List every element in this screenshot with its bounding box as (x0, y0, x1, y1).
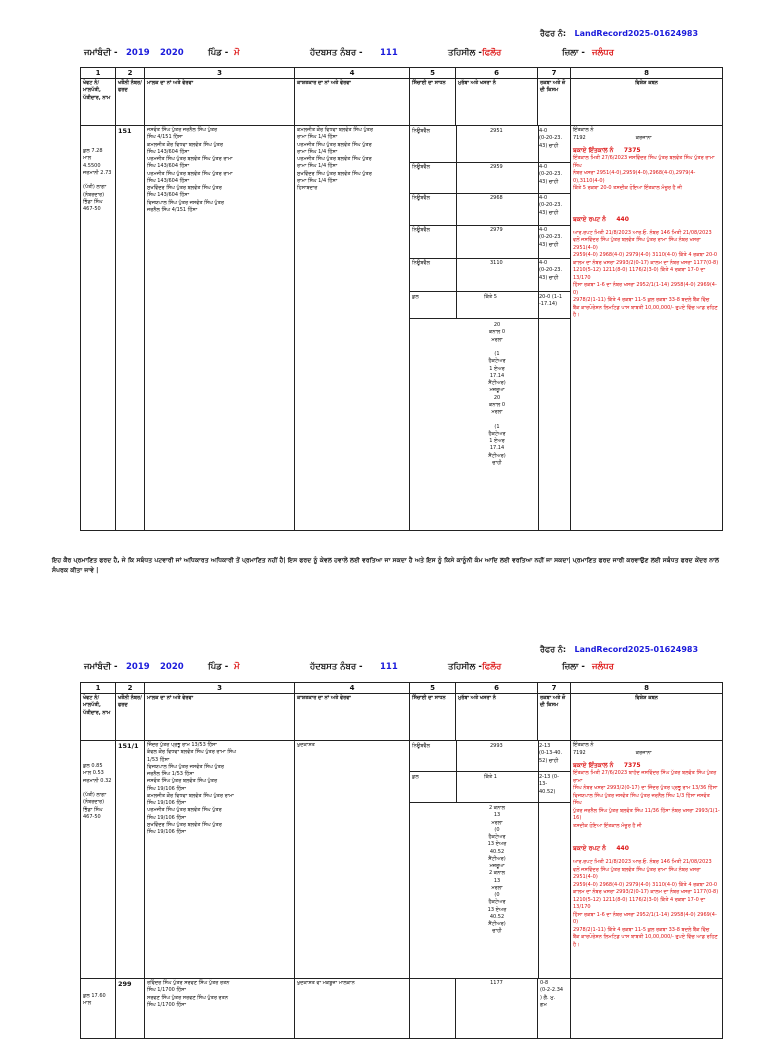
header-area: ਰਕਬਾ ਅਤੇ ਜ਼ੋ ਦੀ ਕਿਸਮ (538, 694, 571, 741)
cultivator-cell: ਖੁਦਕਾਸ਼ਤ ਵਾ ਮਕਬੂਜ਼ਾ ਮਾਲਕਾਨ (295, 979, 410, 1039)
hadbast-value: 111 (380, 662, 398, 672)
reference-value: LandRecord2025-01624983 (574, 645, 699, 654)
owner-line: ਜਰਨੈਲ ਸਿੰਘ 4/151 ਹਿੱਸਾ (147, 206, 198, 213)
owner-line: 1/53 ਹਿੱਸਾ (147, 756, 170, 763)
remarks-cell (571, 126, 723, 531)
khasra-block (410, 741, 571, 979)
reference-number (540, 645, 698, 655)
cultivator-line: ਹਿਸਾਬਦਾਰ (297, 185, 318, 192)
jamabandi-year-start: 2019 (126, 48, 150, 58)
district-label: ਜ਼ਿਲਾ - (562, 48, 585, 58)
owner-line: ਪਰਮਜੀਤ ਸਿੰਘ ਪੁੱਤਰ ਬਲਵੰਤ ਸਿੰਘ ਪੁੱਤਰ ਰਾਮਾ (147, 156, 233, 163)
header-remarks: ਵਿਸ਼ੇਸ਼ ਕਥਨ (571, 79, 723, 126)
col-number: 5 (410, 683, 456, 694)
khewat-line: 4.5500 (83, 162, 101, 169)
col-number: 6 (456, 683, 538, 694)
owner-line: ਕਮਲਜੀਤ ਕੌਰ ਵਿਧਵਾ ਬਲਵੰਤ ਸਿੰਘ ਪੁੱਤਰ ਰਾਮਾ (147, 792, 234, 799)
jamabandi-table-2 (80, 682, 723, 1039)
pind-value: ਮੌ (234, 48, 240, 58)
owner-line: ਸਿੰਘ 19/106 ਹਿੱਸਾ (147, 829, 186, 836)
owner-line: ਰਵਿੰਦਰ ਸਿੰਘ ਪੁੱਤਰ ਸਰਵਣ ਸਿੰਘ ਪੁੱਤਰ ਰਤਨ (147, 980, 230, 987)
khatauni-number: 299 (116, 979, 145, 1039)
owner-line: ਜਿੰਦਰ ਪੁੱਤਰ ਪ੍ਰਭੂ ਰਾਮ 13/53 ਹਿੱਸਾ (147, 742, 217, 749)
remarks-cell (571, 979, 723, 1039)
owner-line: ਸਿੰਘ 1/1700 ਹਿੱਸਾ (147, 1001, 186, 1008)
col-number: 2 (116, 68, 145, 79)
total-label: ਕੁਲ (412, 294, 419, 301)
col-number: 7 (538, 683, 571, 694)
owner-line: ਕਮਲਜੀਤ ਕੌਰ ਵਿਧਵਾ ਬਲਵੰਤ ਸਿੰਘ ਪੁੱਤਰ (147, 141, 223, 148)
irrigation-source: ਨਿਊਬਵੈੱਲ (412, 260, 430, 267)
owner-line: ਕੰਵਲ ਕੌਰ ਵਿਧਵਾ ਬਲਵੰਤ ਸਿੰਘ ਪੁੱਤਰ ਰਾਮਾ ਸਿੰਘ (147, 749, 236, 756)
khasra-area: 4-0 (0-20-23. 43) ਚਾਹੀ (539, 260, 563, 281)
khewat-line: ਕੁਲ 7.28 (83, 148, 103, 155)
area-summary: 2 ਕਨਾਲ 13 ਮਰਲਾ (0 ਹੈਕਟੇਅਰ 13 ਏਅਰ 40.52 ਸੈਂਟੀਅਰ) ਮਜ਼ਰੂਆ 2 ਕਨਾਲ 13 ਮਰਲਾ (0 ਹੈਕਟੇਅਰ 13 ਏਅਰ 40.52 ਸੈਂਟੀਅਰ) ਚਾਹੀ (487, 805, 507, 935)
khewat-line: ਕੁਲ 17.60 (83, 993, 106, 1000)
remark-mutation-label: ਇੰਤਕਾਲ ਨੰ (573, 127, 594, 134)
owner-line: ਸਰਵਣ ਸਿੰਘ ਪੁੱਤਰ ਸਰਵਣ ਸਿੰਘ ਪੁੱਤਰ ਰਤਨ (147, 994, 228, 1001)
column-number-row (81, 683, 723, 694)
owner-line: ਸਿੰਘ 143/604 ਹਿੱਸਾ (147, 148, 190, 155)
remark-mutation-line: 7192 ਕਰਜਾਨਾ (573, 134, 652, 141)
total-area: 2-13 (0- 13- 40.52) (539, 774, 559, 795)
owner-line: ਵਿਜਯਪਾਲ ਸਿੰਘ ਪੁੱਤਰ ਜਸਵੰਤ ਸਿੰਘ ਪੁੱਤਰ (147, 199, 224, 206)
jamabandi-label: ਜਮਾਂਬੰਦੀ - (84, 662, 118, 672)
owner-cell (145, 741, 295, 979)
khasra-row (410, 741, 571, 771)
owner-line: ਜਰਨੈਲ ਸਿੰਘ 1/53 ਹਿੱਸਾ (147, 771, 194, 778)
owner-cell (145, 126, 295, 531)
pind-value: ਮੌ (234, 662, 240, 672)
khatauni-number: 151 (116, 126, 145, 531)
col-number: 4 (295, 68, 410, 79)
header-owner: ਮਾਲਕ ਦਾ ਨਾਂ ਅਤੇ ਵੇਰਵਾ (145, 79, 295, 126)
reference-value: LandRecord2025-01624983 (574, 29, 699, 38)
table-row (81, 741, 723, 979)
khewat-cell (81, 741, 116, 979)
khasra-number: 3110 (490, 260, 503, 267)
col-number: 2 (116, 683, 145, 694)
col-number: 7 (538, 68, 571, 79)
col-number: 5 (410, 68, 456, 79)
header-khewat: ਖੇਵਟ ਨੰ/ ਮਾਲਪੱਤੀ, ਪੱਤੀਦਾਰ, ਨਾਮ (81, 79, 116, 126)
irrigation-cell (410, 979, 456, 1039)
hadbast-label: ਹੱਦਬਸਤ ਨੰਬਰ - (310, 48, 363, 58)
irrigation-source: ਨਿਊਬਵੈੱਲ (412, 227, 430, 234)
khewat-line: ਭਿੰਡਾ ਸਿੰਘ (83, 198, 103, 205)
irrigation-source: ਨਿਊਬਵੈੱਲ (412, 164, 430, 171)
tehsil-value: ਫਿਲੌਰ (482, 662, 502, 672)
khewat-line: (ਪੱਤੀ) ਲਾਗਾ (83, 184, 107, 191)
jamabandi-year-start: 2019 (126, 662, 150, 672)
col-number: 1 (81, 68, 116, 79)
pending-mutation-heading: ਬਕਾਏ ਇੰਤਕਾਲ ਨੰ 7375 (573, 147, 641, 155)
col-number: 8 (571, 68, 723, 79)
khasra-area: 4-0 (0-20-23. 43) ਚਾਹੀ (539, 164, 563, 185)
col-number: 8 (571, 683, 723, 694)
jamabandi-table-1 (80, 67, 723, 531)
khatauni-number: 151/1 (116, 741, 145, 979)
owner-line: ਸੁਖਵਿੰਦਰ ਸਿੰਘ ਪੁੱਤਰ ਬਲਵੰਤ ਸਿੰਘ ਪੁੱਤਰ (147, 821, 222, 828)
khasra-number: 2979 (490, 227, 503, 234)
owner-line: ਸਿੰਘ 19/106 ਹਿੱਸਾ (147, 814, 186, 821)
pending-report-text: ਆਰ.ਰਪਟ ਮਿਤੀ 21/8/2023 ਆਰ.ਓ. ਨੰਬਰ 146 ਮਿਤੀ 21/08/2023 ਵਲੋਂ ਜਸਵਿੰਦਰ ਸਿੰਘ ਪੁੱਤਰ ਬਲਵੰਤ ਸਿੰਘ ਪੁੱਤਰ ਰਾਮਾ ਸਿੰਘ ਨੰਬਰ ਖਸਰਾ 2951(4-0) 2959(4-0) 2968(4-0) 2979(4-0) 3110(4-0) ਕਿੱਤੇ 4 ਰਕਬਾ 20-0 ਕਾਲਮ ਦਾ ਨੰਬਰ ਖਸਰਾ 2993/2(0-17) ਕਾਲਮ ਦਾ ਨੰਬਰ ਖਸਰਾ 1177(0-8) 1210(5-12) 1211(8-0) 1176/2(3-0) ਕਿੱਤੇ 4 ਰਕਬਾ 17-0 ਦਾ 13/170 ਹਿੱਸਾ ਰਕਬਾ 1-6 ਦਾ ਨੰਬਰ ਖਸਰਾ 2952/1(1-14) 2958(4-0) 2969(4-0) 2978/2(1-11) ਕਿੱਤੇ 4 ਰਕਬਾ 11-5 ਕੁਲ ਰਕਬਾ 33-8 ਬਦਲੇ ਬੈਂਕ ਵਿੱਚ ਬੈਂਕ ਕਾਰਪੋਰੇਸ਼ਨ ਲਿਮਟਿਡ ਪਾਸ ਬਾਬਤੀ 10,00,000/- ਰੁਪਏ ਵਿੱਚ ਆਡ ਰਹਿਣ ਹੈ। (573, 859, 719, 948)
pending-report-text: ਆਰ.ਰਪਟ ਮਿਤੀ 21/8/2023 ਆਰ.ਓ. ਨੰਬਰ 146 ਮਿਤੀ 21/08/2023 ਵਲੋਂ ਜਸਵਿੰਦਰ ਸਿੰਘ ਪੁੱਤਰ ਬਲਵੰਤ ਸਿੰਘ ਪੁੱਤਰ ਰਾਮਾ ਸਿੰਘ ਨੰਬਰ ਖਸਰਾ 2951(4-0) 2959(4-0) 2968(4-0) 2979(4-0) 3110(4-0) ਕਿੱਤੇ 4 ਰਕਬਾ 20-0 ਕਾਲਮ ਦਾ ਨੰਬਰ ਖਸਰਾ 2993/2(0-17) ਕਾਲਮ ਦਾ ਨੰਬਰ ਖਸਰਾ 1177(0-8) 1210(5-12) 1211(8-0) 1176/2(3-0) ਕਿੱਤੇ 4 ਰਕਬਾ 17-0 ਦਾ 13/170 ਹਿੱਸਾ ਰਕਬਾ 1-6 ਦਾ ਨੰਬਰ ਖਸਰਾ 2952/1(1-14) 2958(4-0) 2969(4-0) 2978/2(1-11) ਕਿੱਤੇ 4 ਰਕਬਾ 11-5 ਕੁਲ ਰਕਬਾ 33-8 ਬਦਲੇ ਬੈਂਕ ਵਿੱਚ ਬੈਂਕ ਕਾਰਪੋਰੇਸ਼ਨ ਲਿਮਟਿਡ ਪਾਸ ਬਾਬਤੀ 10,00,000/- ਰੁਪਏ ਵਿੱਚ ਆਡ ਰਹਿਣ ਹੈ। (573, 229, 719, 319)
khewat-cell (81, 979, 116, 1039)
owner-line: ਪਰਮਜੀਤ ਸਿੰਘ ਪੁੱਤਰ ਬਲਵੰਤ ਸਿੰਘ ਪੁੱਤਰ (147, 807, 222, 814)
cultivator-line: ਪਰਮਜੀਤ ਸਿੰਘ ਪੁੱਤਰ ਬਲਵੰਤ ਸਿੰਘ ਪੁੱਤਰ (297, 141, 372, 148)
pending-mutation-text: ਇੰਤਕਾਲ ਮਿਤੀ 27/6/2023 ਬਾਹੱਦ ਜਸਵਿੰਦਰ ਸਿੰਘ ਪੁੱਤਰ ਬਲਵੰਤ ਸਿੰਘ ਪੁੱਤਰ ਰਾਮਾ ਸਿੰਘ ਨੰਬਰ ਖਸਰਾ 2993/2(0-17) ਦਾ ਜਿੰਦਰ ਪੁੱਤਰ ਪ੍ਰਭੂ ਰਾਮ 13/36 ਹਿੱਸਾ ਵਿਜਯਪਾਲ ਸਿੰਘ ਪੁੱਤਰ ਜਸਵੰਤ ਸਿੰਘ ਪੁੱਤਰ ਜਰਨੈਲ ਸਿੰਘ 1/3 ਹਿੱਸਾ ਜਸਵੰਤ ਸਿੰਘ ਪੁੱਤਰ ਜਰਨੈਲ ਸਿੰਘ ਪੁੱਤਰ ਬਲਵੰਤ ਸਿੰਘ 11/36 ਹਿੱਸਾ ਨੰਬਰ ਖਸਰਾ 2993/1(1-16) ਤਸਦੀਕ ਹੋਇਆ ਇੰਤਕਾਲ ਮੰਜ਼ੂਰ ਹੈ ਜੀ (573, 770, 720, 829)
header-owner: ਮਾਲਕ ਦਾ ਨਾਂ ਅਤੇ ਵੇਰਵਾ (145, 694, 295, 741)
cultivator-cell (295, 741, 410, 979)
owner-line: ਸੁਖਵਿੰਦਰ ਸਿੰਘ ਪੁੱਤਰ ਬਲਵੰਤ ਸਿੰਘ ਪੁੱਤਰ (147, 185, 222, 192)
remarks-cell (571, 741, 723, 979)
cultivator-line: ਸੁਖਵਿੰਦਰ ਸਿੰਘ ਪੁੱਤਰ ਬਲਵੰਤ ਸਿੰਘ ਪੁੱਤਰ (297, 170, 372, 177)
owner-line: ਪਰਮਜੀਤ ਸਿੰਘ ਪੁੱਤਰ ਬਲਵੰਤ ਸਿੰਘ ਪੁੱਤਰ ਰਾਮਾ (147, 170, 233, 177)
pending-report-heading: ਬਕਾਏ ਰਪਟ ਨੰ 440 (573, 845, 629, 853)
area-summary: 20 ਕਨਾਲ 0 ਮਰਲਾ (1 ਹੈਕਟੇਅਰ 1 ਏਅਰ 17.14 ਸੈਂਟੀਅਰ) ਮਜ਼ਰੂਆ 20 ਕਨਾਲ 0 ਮਰਲਾ (1 ਹੈਕਟੇਅਰ 1 ਏਅਰ 17.14 ਸੈਂਟੀਅਰ) ਚਾਹੀ (488, 322, 506, 466)
hadbast-label: ਹੱਦਬਸਤ ਨੰਬਰ - (310, 662, 363, 672)
owner-line: ਵਿਜਯਪਾਲ ਸਿੰਘ ਪੁੱਤਰ ਜਸਵੰਤ ਸਿੰਘ ਪੁੱਤਰ (147, 763, 224, 770)
khasra-total-row (410, 772, 571, 802)
remark-mutation-label: ਇੰਤਕਾਲ ਨੰ (573, 742, 594, 749)
col-number: 6 (456, 68, 538, 79)
owner-line: ਸਿੰਘ 1/1700 ਹਿੱਸਾ (147, 987, 186, 994)
khasra-number: 2993 (490, 743, 503, 750)
header-cultivator: ਕਾਸ਼ਤਕਾਰ ਦਾ ਨਾਂ ਅਤੇ ਵੇਰਵਾ (295, 694, 410, 741)
total-kitte: ਕਿੱਤੇ 5 (484, 294, 497, 301)
pind-label: ਪਿੰਡ - (208, 48, 229, 58)
khewat-line: ਮਾਲ 0.53 (83, 770, 104, 777)
khewat-line: 467-50 (83, 206, 101, 213)
tehsil-value: ਫਿਲੌਰ (482, 48, 502, 58)
owner-line: ਸਿੰਘ 4/151 ਹਿੱਸਾ (147, 134, 183, 141)
column-number-row (81, 68, 723, 79)
owner-line: ਸਿੰਘ 143/604 ਹਿੱਸਾ (147, 192, 190, 199)
jamabandi-year-end: 2020 (160, 662, 184, 672)
header-irrigation: ਸਿੰਚਾਈ ਦਾ ਸਾਧਨ (410, 79, 456, 126)
column-header-row (81, 694, 723, 741)
khasra-row (410, 259, 571, 291)
header-cultivator: ਕਾਸ਼ਤਕਾਰ ਦਾ ਨਾਂ ਅਤੇ ਵੇਰਵਾ (295, 79, 410, 126)
owner-line: ਜਸਵੰਤ ਸਿੰਘ ਪੁੱਤਰ ਬਲਵੰਤ ਸਿੰਘ ਪੁੱਤਰ (147, 778, 218, 785)
owner-cell (145, 979, 295, 1039)
cultivator-line: ਕਮਲਜੀਤ ਕੌਰ ਵਿਧਵਾ ਬਲਵੰਤ ਸਿੰਘ ਪੁੱਤਰ (297, 127, 373, 134)
owner-line: ਜਸਵੰਤ ਸਿੰਘ ਪੁੱਤਰ ਜਰਨੈਲ ਸਿੰਘ ਪੁੱਤਰ (147, 127, 218, 134)
col-number: 3 (145, 683, 295, 694)
remark-mutation-line: 7192 ਕਰਜਾਨਾ (573, 749, 652, 756)
record-header (84, 662, 724, 674)
khasra-number: 2968 (490, 195, 503, 202)
header-khatauni: ਖਤੌਨੀ ਨੰਬਰ/ ਫਰਦ (116, 694, 145, 741)
khewat-line: (ਨੰਬਰਦਾਰ) (83, 799, 105, 806)
column-header-row (81, 79, 723, 126)
khasra-area: 2-13 (0-13-40. 52) ਚਾਹੀ (539, 743, 563, 764)
total-label: ਕੁਲ (412, 774, 419, 781)
total-kitte: ਕਿੱਤੇ 1 (484, 774, 497, 781)
khasra-row (410, 226, 571, 258)
cultivator-line: ਪਰਮਜੀਤ ਸਿੰਘ ਪੁੱਤਰ ਬਲਵੰਤ ਸਿੰਘ ਪੁੱਤਰ (297, 156, 372, 163)
khasra-number: 2959 (490, 164, 503, 171)
cultivator-line: ਰਾਮਾ ਸਿੰਘ 1/4 ਹਿੱਸਾ (297, 148, 338, 155)
header-khatauni: ਖਤੌਨੀ ਨੰਬਰ/ ਫਰਦ (116, 79, 145, 126)
khewat-line: ਕੁਲ 0.85 (83, 763, 103, 770)
khewat-cell (81, 126, 116, 531)
pind-label: ਪਿੰਡ - (208, 662, 229, 672)
disclaimer-text: ਇਹ ਕੈਰ ਪ੍ਰਮਾਣਿਤ ਫਰਦ ਹੈ, ਜੇ ਕਿ ਸਬੰਧਤ ਪਟਵਾਰੀ ਜਾਂ ਅਧਿਕਾਰਤ ਅਧਿਕਾਰੀ ਤੋਂ ਪ੍ਰਮਾਣਿਤ ਨਹੀਂ ਹੈ| ਇਸ ਫਰਦ ਨੂੰ ਕੇਵਲ ਹਵਾਲੇ ਲਈ ਵਰਤਿਆ ਜਾ ਸਕਦਾ ਹੈ ਅਤੇ ਇਸ ਨੂੰ ਕਿਸੇ ਕਾਨੂੰਨੀ ਕੰਮ ਆਦਿ ਲਈ ਵਰਤਿਆ ਨਹੀਂ ਜਾ ਸਕਦਾ| ਪ੍ਰਮਾਣਿਤ ਫਰਦ ਜਾਰੀ ਕਰਵਾਉਣ ਲਈ ਸਬੰਧਤ ਫਰਦ ਕੇਂਦਰ ਨਾਲ ਸੰਪਰਕ ਕੀਤਾ ਜਾਵੇ | (52, 557, 720, 574)
hadbast-value: 111 (380, 48, 398, 58)
khewat-line: (ਨੰਬਰਦਾਰ) (83, 191, 105, 198)
district-value: ਜਲੰਧਰ (592, 662, 614, 672)
owner-line: ਸਿੰਘ 19/106 ਹਿੱਸਾ (147, 785, 186, 792)
khasra-area: 4-0 (0-20-23. 43) ਚਾਹੀ (539, 227, 563, 248)
khewat-line: (ਪੱਤੀ) ਲਾਗਾ (83, 792, 107, 799)
tehsil-label: ਤਹਿਸੀਲ - (448, 662, 482, 672)
total-area: 20-0 (1-1 -17.14) (539, 294, 563, 308)
header-irrigation: ਸਿੰਚਾਈ ਦਾ ਸਾਧਨ (410, 694, 456, 741)
jamabandi-label: ਜਮਾਂਬੰਦੀ - (84, 48, 118, 58)
reference-label: ਰੈਫਰ ਨੰ: (540, 29, 567, 38)
record-header (84, 48, 724, 60)
col-number: 3 (145, 68, 295, 79)
khasra-area: 0-8 (0-2-2.34 ) ਗੈ. ਮੁ. ਗਮ (538, 979, 571, 1039)
district-value: ਜਲੰਧਰ (592, 48, 614, 58)
header-remarks: ਵਿਸ਼ੇਸ਼ ਕਥਨ (571, 694, 723, 741)
pending-mutation-text: ਇੰਤਕਾਲ ਮਿਤੀ 27/6/2023 ਜਸਵਿੰਦਰ ਸਿੰਘ ਪੁੱਤਰ ਬਲਵੰਤ ਸਿੰਘ ਪੁੱਤਰ ਰਾਮਾ ਸਿੰਘ ਨੰਬਰ ਖਸਰਾ 2951(4-0),2959(4-0),2968(4-0),2979(4-0),3110(4-0) ਕਿੱਤੇ 5 ਰਕਬਾ 20-0 ਤਸਦੀਕ ਹੋਇਆ ਇੰਤਕਾਲ ਮੰਜ਼ੂਰ ਹੈ ਜੀ (573, 155, 715, 192)
pending-mutation-heading: ਬਕਾਏ ਇੰਤਕਾਲ ਨੰ 7375 (573, 762, 641, 770)
col-number: 4 (295, 683, 410, 694)
table-row (81, 979, 723, 1039)
header-khasra: ਮੁਰੱਬਾ ਅਤੇ ਖਸਰਾ ਨੰ (456, 694, 538, 741)
cultivator-line: ਰਾਮਾ ਸਿੰਘ 1/4 ਹਿੱਸਾ (297, 134, 338, 141)
khewat-line: ਮਾਲ (83, 155, 92, 162)
owner-line: ਸਿੰਘ 143/604 ਹਿੱਸਾ (147, 177, 190, 184)
khewat-line: ਜਰਮਾਨੀ 2.73 (83, 169, 112, 176)
col-number: 1 (81, 683, 116, 694)
cultivator-line: ਰਾਮਾ ਸਿੰਘ 1/4 ਹਿੱਸਾ (297, 177, 338, 184)
header-khewat: ਖੇਵਟ ਨੰ/ ਮਾਲਪੱਤੀ, ਪੱਤੀਦਾਰ, ਨਾਮ (81, 694, 116, 741)
khasra-row (410, 163, 571, 193)
khasra-total-row (410, 292, 571, 318)
table-row (81, 126, 723, 531)
district-label: ਜ਼ਿਲਾ - (562, 662, 585, 672)
owner-line: ਸਿੰਘ 143/604 ਹਿੱਸਾ (147, 163, 190, 170)
khasra-block (410, 126, 571, 531)
owner-line: ਸਿੰਘ 19/106 ਹਿੱਸਾ (147, 800, 186, 807)
header-area: ਰਕਬਾ ਅਤੇ ਜ਼ੋ ਦੀ ਕਿਸਮ (538, 79, 571, 126)
khewat-line: ਮਾਲ (83, 1000, 92, 1007)
reference-number (540, 29, 698, 39)
khewat-line: 467-50 (83, 813, 101, 820)
reference-label: ਰੈਫਰ ਨੰ: (540, 645, 567, 654)
tehsil-label: ਤਹਿਸੀਲ - (448, 48, 482, 58)
cultivator-cell (295, 126, 410, 531)
khewat-line: ਜਰਮਾਨੀ 0.32 (83, 777, 112, 784)
khasra-number: 2951 (490, 128, 503, 135)
khasra-area: 4-0 (0-20-23. 43) ਚਾਹੀ (539, 195, 563, 216)
khasra-row (410, 194, 571, 225)
cultivator-line: ਰਾਮਾ ਸਿੰਘ 1/4 ਹਿੱਸਾ (297, 163, 338, 170)
header-khasra: ਮੁਰੱਬਾ ਅਤੇ ਖਸਰਾ ਨੰ (456, 79, 538, 126)
jamabandi-year-end: 2020 (160, 48, 184, 58)
irrigation-source: ਨਿਊਬਵੈੱਲ (412, 195, 430, 202)
irrigation-source: ਨਿਊਬਵੈੱਲ (412, 128, 430, 135)
khewat-line: ਭਿੰਡਾ ਸਿੰਘ (83, 806, 103, 813)
irrigation-source: ਨਿਊਬਵੈੱਲ (412, 743, 430, 750)
khasra-number: 1177 (456, 979, 538, 1039)
khasra-row (410, 126, 571, 162)
pending-report-heading: ਬਕਾਏ ਰਪਟ ਨੰ 440 (573, 215, 629, 223)
cultivator-line: ਖੁਦਕਾਸ਼ਤ (297, 742, 315, 749)
khasra-area: 4-0 (0-20-23. 43) ਚਾਹੀ (539, 128, 563, 149)
